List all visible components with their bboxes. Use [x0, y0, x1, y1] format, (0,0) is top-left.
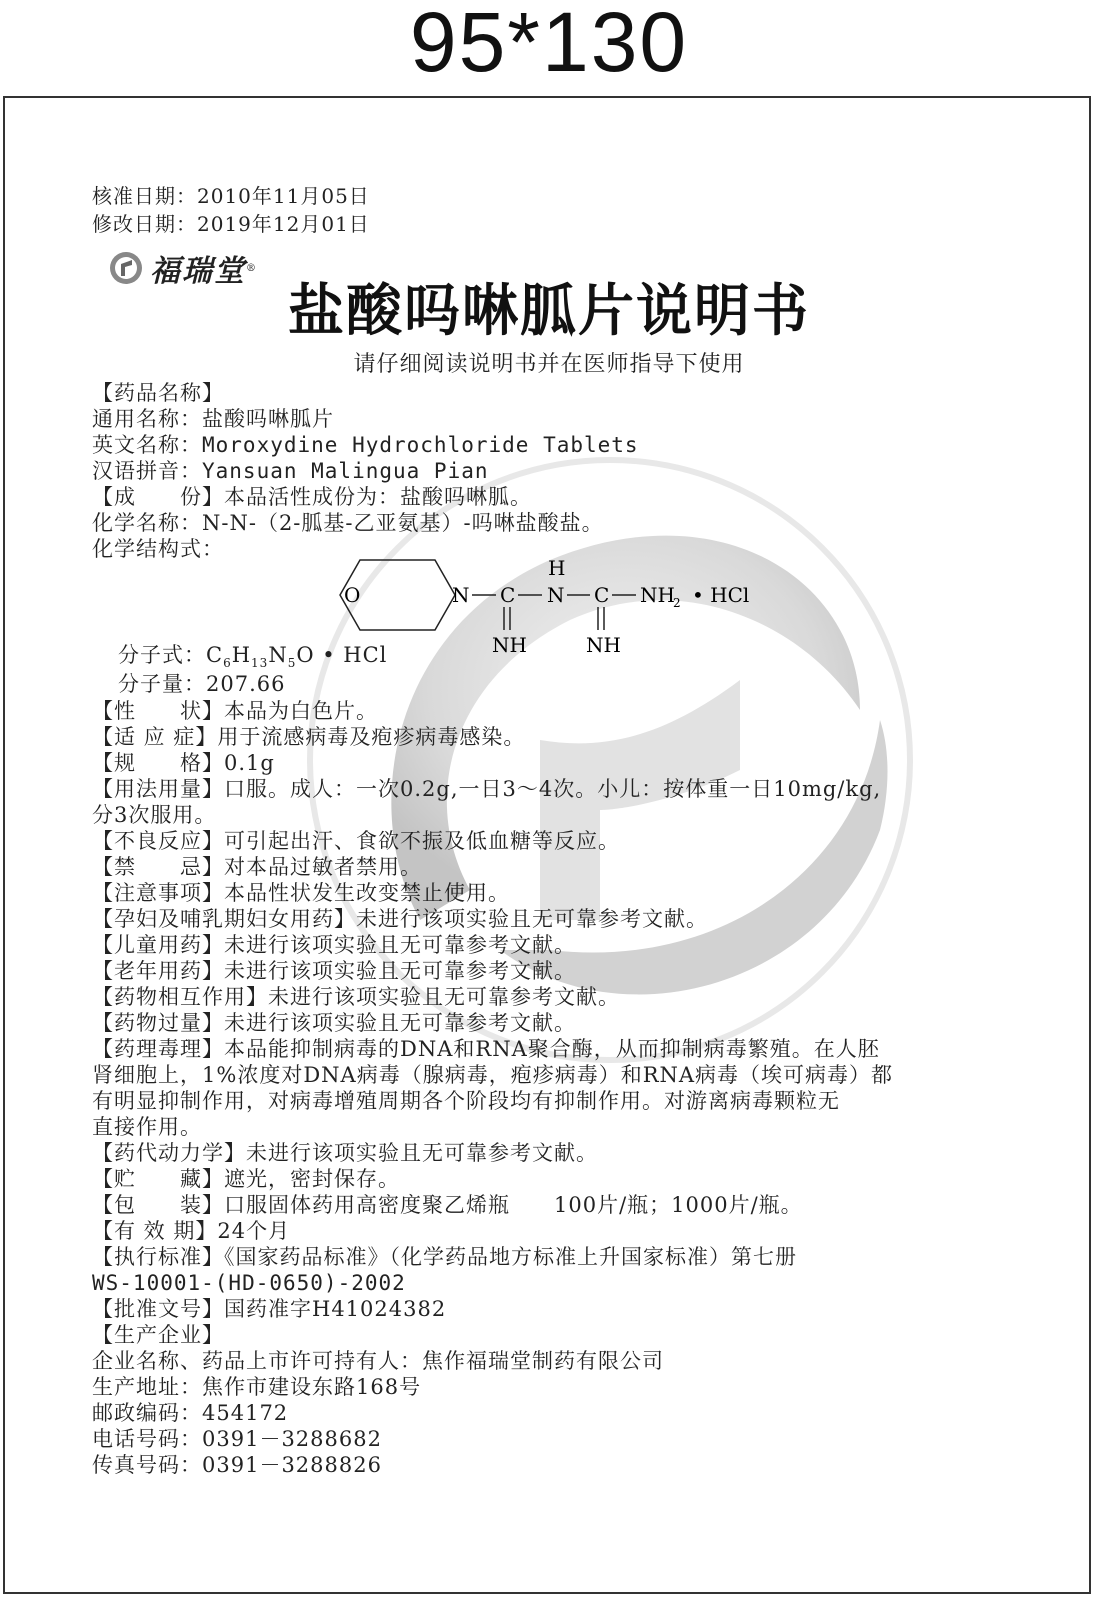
struct-group-nh2: NH [640, 583, 675, 607]
formula-h-sub: 13 [251, 656, 269, 671]
section-indications: 【适 应 症】用于流感病毒及疱疹病毒感染。 [92, 725, 526, 749]
formula-h: H [231, 643, 252, 667]
section-approval-number: 【批准文号】国药准字H41024382 [92, 1297, 447, 1321]
document-title: 盐酸吗啉胍片说明书 [288, 279, 810, 344]
section-dosage-cont: 分3次服用。 [92, 803, 217, 827]
registered-mark: ® [246, 262, 256, 274]
section-appearance: 【性 状】本品为白色片。 [92, 699, 378, 723]
section-drug-name: 【药品名称】 [92, 381, 224, 405]
approval-date: 核准日期：2010年11月05日 [92, 184, 370, 208]
pinyin-name: 汉语拼音：Yansuan Malingua Pian [92, 459, 489, 483]
document-subtitle: 请仔细阅读说明书并在医师指导下使用 [353, 352, 745, 377]
section-composition: 【成 份】本品活性成份为：盐酸吗啉胍。 [92, 485, 532, 509]
english-name: 英文名称：Moroxydine Hydrochloride Tablets [92, 433, 639, 457]
phone-number: 电话号码：0391－3288682 [92, 1427, 382, 1451]
section-pharmacology-cont-1: 肾细胞上，1%浓度对DNA病毒（腺病毒，疱疹病毒）和RNA病毒（埃可病毒）都 [92, 1063, 894, 1087]
section-overdose: 【药物过量】未进行该项实验且无可靠参考文献。 [92, 1011, 576, 1035]
section-pharmacology-cont-2: 有明显抑制作用，对病毒增殖周期各个阶段均有抑制作用。对游离病毒颗粒无 [92, 1089, 840, 1113]
formula-n: N [268, 643, 288, 667]
brand-logo-icon [108, 250, 144, 286]
chemical-name: 化学名称：N-N-（2-胍基-乙亚氨基）-吗啉盐酸盐。 [92, 511, 604, 535]
brand-name: 福瑞堂 [150, 254, 246, 289]
dimension-label: 95*130 [409, 0, 689, 89]
section-manufacturer: 【生产企业】 [92, 1323, 224, 1347]
section-expiry: 【有 效 期】24个月 [92, 1219, 291, 1243]
standard-code: WS-10001-(HD-0650)-2002 [92, 1271, 406, 1295]
section-standard: 【执行标准】《国家药品标准》（化学药品地方标准上升国家标准）第七册 [92, 1245, 797, 1269]
section-contraindications: 【禁 忌】对本品过敏者禁用。 [92, 855, 422, 879]
struct-group-nh-b: NH [586, 633, 621, 657]
molecular-weight: 分子量：207.66 [118, 672, 286, 696]
struct-atom-c1: C [500, 583, 516, 607]
struct-group-nh-a: NH [492, 633, 527, 657]
generic-name: 通用名称：盐酸吗啉胍片 [92, 407, 334, 431]
revision-date: 修改日期：2019年12月01日 [92, 212, 370, 236]
section-pharmacokinetics: 【药代动力学】未进行该项实验且无可靠参考文献。 [92, 1141, 598, 1165]
formula-c-sub: 6 [223, 656, 232, 671]
struct-atom-o: O [344, 583, 361, 607]
formula-n-sub: 5 [287, 656, 297, 671]
struct-atom-c2: C [594, 583, 610, 607]
struct-atom-n2: N [547, 583, 565, 607]
formula-c: C [206, 643, 224, 667]
section-precautions: 【注意事项】本品性状发生改变禁止使用。 [92, 881, 510, 905]
struct-atom-n1: N [452, 583, 470, 607]
section-packaging: 【包 装】口服固体药用高密度聚乙烯瓶 100片/瓶；1000片/瓶。 [92, 1193, 803, 1217]
brand-logo [108, 250, 256, 289]
section-storage: 【贮 藏】遮光，密封保存。 [92, 1167, 400, 1191]
fax-number: 传真号码：0391－3288826 [92, 1453, 382, 1477]
section-geriatric: 【老年用药】未进行该项实验且无可靠参考文献。 [92, 959, 576, 983]
chemical-structure [330, 555, 800, 665]
section-pharmacology: 【药理毒理】本品能抑制病毒的DNA和RNA聚合酶，从而抑制病毒繁殖。在人胚 [92, 1037, 880, 1061]
struct-atom-h: H [548, 556, 566, 580]
formula-label: 分子式： [118, 643, 206, 667]
section-pediatric: 【儿童用药】未进行该项实验且无可靠参考文献。 [92, 933, 576, 957]
company-name: 企业名称、药品上市许可持有人：焦作福瑞堂制药有限公司 [92, 1349, 664, 1373]
company-address: 生产地址：焦作市建设东路168号 [92, 1375, 422, 1399]
structure-label: 化学结构式： [92, 537, 224, 561]
postal-code: 邮政编码：454172 [92, 1401, 289, 1425]
section-interactions: 【药物相互作用】未进行该项实验且无可靠参考文献。 [92, 985, 620, 1009]
section-adverse-reactions: 【不良反应】可引起出汗、食欲不振及低血糖等反应。 [92, 829, 620, 853]
section-pregnancy: 【孕妇及哺乳期妇女用药】未进行该项实验且无可靠参考文献。 [92, 907, 708, 931]
struct-hcl: • HCl [692, 583, 750, 607]
formula-rest: O • HCl [296, 643, 388, 667]
section-pharmacology-cont-3: 直接作用。 [92, 1115, 202, 1139]
section-specification: 【规 格】0.1g [92, 751, 275, 775]
section-dosage: 【用法用量】口服。成人：一次0.2g,一日3～4次。小儿：按体重一日10mg/kg, [92, 777, 882, 801]
struct-group-nh2-subscript: 2 [673, 596, 681, 610]
